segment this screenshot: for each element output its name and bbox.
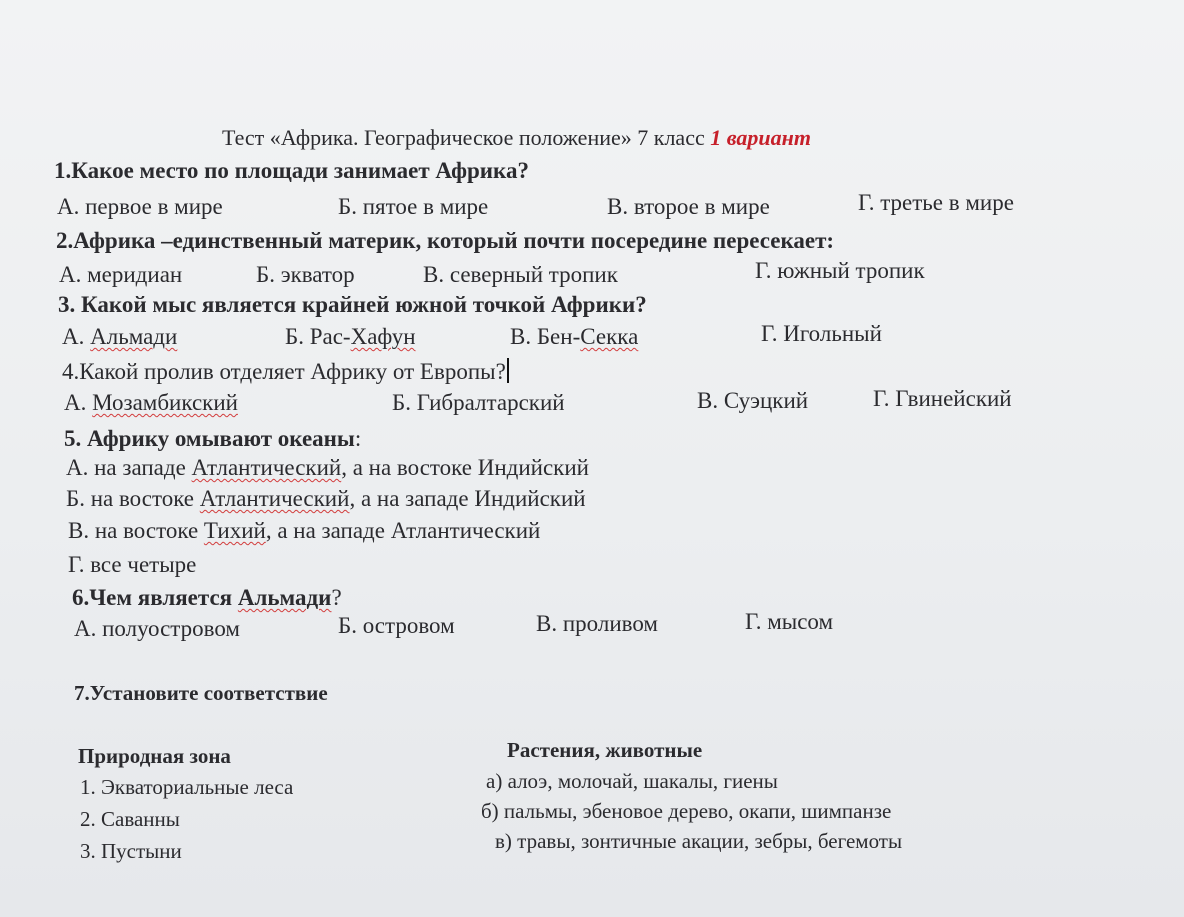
match-item-c: в) травы, зонтичные акации, зебры, бегемоты xyxy=(495,829,903,853)
plants-animals-header: Растения, животные xyxy=(507,738,703,762)
q2-option-d: Г. южный тропик xyxy=(755,258,925,283)
spellcheck-word: Альмади xyxy=(90,324,178,349)
q1-option-d: Г. третье в мире xyxy=(858,190,1014,215)
q3-option-a: А. Альмади xyxy=(62,324,178,349)
spellcheck-word: Тихий xyxy=(203,518,266,543)
q6-option-b: Б. островом xyxy=(338,613,455,638)
match-item-b: б) пальмы, эбеновое дерево, окапи, шимпанзе xyxy=(481,799,892,823)
q3-option-b: Б. Рас-Хафун xyxy=(285,324,416,349)
q5-option-a: А. на западе Атлантический, а на востоке Индийский xyxy=(66,455,589,480)
q1-option-a: А. первое в мире xyxy=(57,194,223,219)
question-1: 1.Какое место по площади занимает Африка? xyxy=(54,158,529,183)
q4-option-b: Б. Гибралтарский xyxy=(392,390,565,415)
q5-option-b: Б. на востоке Атлантический, а на западе Индийский xyxy=(66,486,586,511)
question-3: 3. Какой мыс является крайней южной точкой Африки? xyxy=(58,292,647,317)
zone-item-1: 1. Экваториальные леса xyxy=(80,775,294,799)
spellcheck-word: Альмади xyxy=(237,585,332,610)
zone-item-2: 2. Саванны xyxy=(80,807,180,831)
q2-option-a: А. меридиан xyxy=(59,262,183,287)
spellcheck-word: Хафун xyxy=(350,324,416,349)
spellcheck-word: Мозамбикский xyxy=(92,390,238,415)
spellcheck-word: Атлантический xyxy=(191,455,342,480)
zone-item-3: 3. Пустыни xyxy=(80,839,182,863)
q2-option-c: В. северный тропик xyxy=(423,262,618,287)
q3-option-d: Г. Игольный xyxy=(761,321,882,346)
question-4: 4.Какой пролив отделяет Африку от Европы? xyxy=(62,358,509,385)
spellcheck-word: Секка xyxy=(580,324,639,349)
match-item-a: а) алоэ, молочай, шакалы, гиены xyxy=(486,769,778,793)
spellcheck-word: Атлантический xyxy=(199,486,350,511)
q4-option-d: Г. Гвинейский xyxy=(873,386,1012,411)
q5-option-d: Г. все четыре xyxy=(68,552,197,577)
question-6: 6.Чем является Альмади? xyxy=(72,585,342,610)
q6-option-d: Г. мысом xyxy=(745,609,834,634)
q1-option-c: В. второе в мире xyxy=(607,194,770,219)
natural-zone-header: Природная зона xyxy=(78,744,231,768)
q3-option-c: В. Бен-Секка xyxy=(510,324,639,349)
q5-option-c: В. на востоке Тихий, а на западе Атлантический xyxy=(68,518,541,543)
variant-label: 1 вариант xyxy=(710,125,811,150)
question-5: 5. Африку омывают океаны: xyxy=(64,426,362,451)
q4-option-c: В. Суэцкий xyxy=(697,388,809,413)
q6-option-a: А. полуостровом xyxy=(74,616,240,641)
q2-option-b: Б. экватор xyxy=(256,262,355,287)
q1-option-b: Б. пятое в мире xyxy=(338,194,489,219)
question-2: 2.Африка –единственный материк, который почти посередине пересекает: xyxy=(56,228,835,253)
text-cursor xyxy=(507,358,509,383)
q4-option-a: А. Мозамбикский xyxy=(64,390,238,415)
page-title: Тест «Африка. Географическое положение» 7 класс 1 вариант xyxy=(222,125,811,150)
q6-option-c: В. проливом xyxy=(536,611,658,636)
question-7: 7.Установите соответствие xyxy=(74,681,328,705)
